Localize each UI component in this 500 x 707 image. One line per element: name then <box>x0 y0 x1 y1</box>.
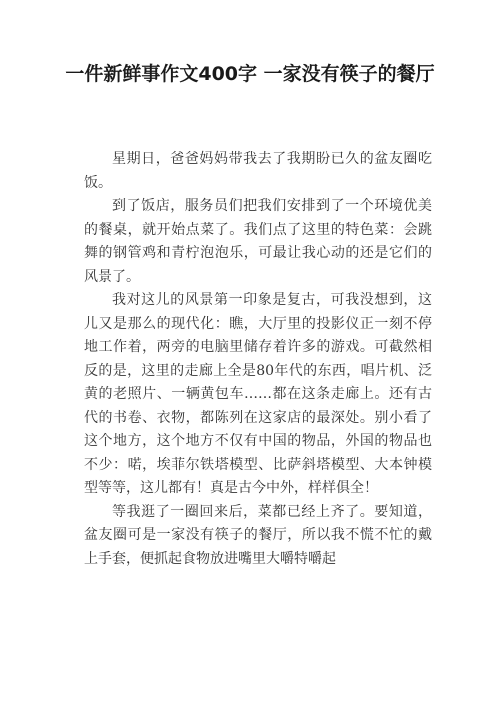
paragraph: 星期日，爸爸妈妈带我去了我期盼已久的盆友圈吃饭。 <box>84 151 432 191</box>
document-title: 一件新鲜事作文400字 一家没有筷子的餐厅 <box>65 63 435 85</box>
paragraph: 到了饭店，服务员们把我们安排到了一个环境优美的餐桌，就开始点菜了。我们点了这里的特色菜：会跳舞的钢管鸡和青柠泡泡乐，可最让我心动的还是它们的风景了。 <box>84 198 432 285</box>
paragraph: 等我逛了一圈回来后，菜都已经上齐了。要知道，盆友圈可是一家没有筷子的餐厅，所以我不慌不忙的戴上手套，便抓起食物放进嘴里大嚼特嚼起 <box>84 503 432 567</box>
document-body <box>84 148 432 571</box>
paragraph: 我对这儿的风景第一印象是复古，可我没想到，这儿又是那么的现代化：瞧，大厅里的投影仪正一刻不停地工作着，两旁的电脑里储存着许多的游戏。可截然相反的是，这里的走廊上全是80年代的东西，唱片机、泛黄的老照片、一辆黄包车……都在这条走廊上。还有古代的书卷、衣物，都陈列在这家店的最深处。别小看了这个地方，这个地方不仅有中国的物品，外国的物品也不少：喏，埃菲尔铁塔模型、比萨斜塔模型、大本钟模型等等，这儿都有！真是古今中外，样样俱全！ <box>84 292 432 496</box>
